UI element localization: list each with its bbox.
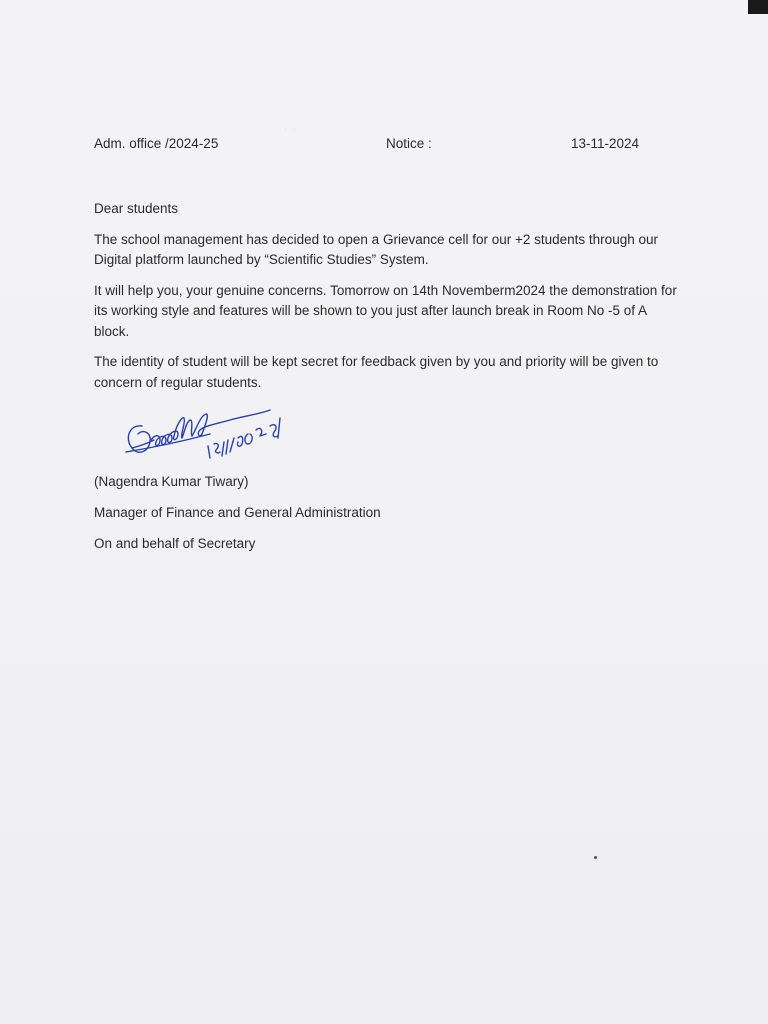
reference-number: Adm. office /2024-25	[94, 136, 219, 151]
signatory-title: Manager of Finance and General Administration	[94, 505, 381, 520]
paragraph-1: The school management has decided to open a Grievance cell for our +2 students through our Digital platform launched by “Scientific Studies” System.	[94, 231, 658, 267]
scan-edge-mark	[748, 0, 768, 14]
notice-date: 13-11-2024	[571, 136, 640, 151]
paper-speck	[594, 856, 597, 859]
signatory-block	[94, 472, 381, 565]
notice-header	[94, 136, 654, 156]
handwritten-signature	[120, 404, 310, 474]
salutation: Dear students	[94, 201, 179, 216]
signatory-name: (Nagendra Kumar Tiwary)	[94, 474, 249, 489]
paragraph-3: The identity of student will be kept secret for feedback given by you and priority will be given to concern of regular students.	[94, 354, 659, 390]
paragraph-2: It will help you, your genuine concerns. Tomorrow on 14th Novemberm2024 the demonstration for its working style and features will be shown to you just after launch break in Room No -5 of A block.	[94, 282, 677, 339]
notice-body	[94, 199, 684, 403]
notice-label: Notice :	[386, 136, 432, 151]
signatory-on-behalf: On and behalf of Secretary	[94, 536, 256, 551]
faint-stamp-mark: · ··	[284, 126, 297, 133]
